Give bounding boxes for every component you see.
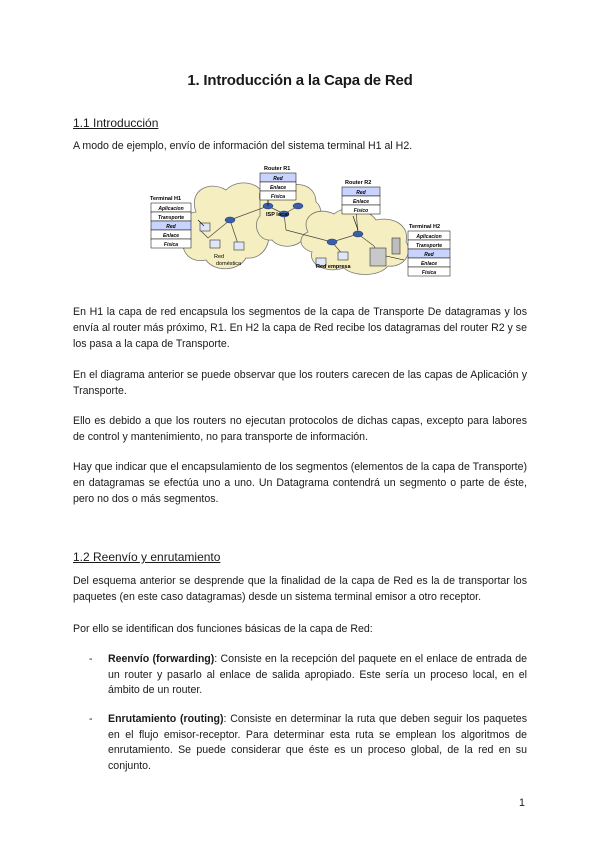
network-diagram (148, 160, 454, 282)
section-2-paragraph-1: Del esquema anterior se desprende que la finalidad de la capa de Red es la de transportar los paquetes (en este caso datagramas) desde un sistema terminal emisor a otro receptor. (73, 575, 527, 603)
router-r1-title: Router R1 (264, 166, 291, 172)
paragraph-4: Hay que indicar que el encapsulamiento de los segmentos (elementos de la capa de Transporte) en datagramas se efectúa uno a uno. Un Datagrama contendrá un segmento o parte de éste, pero no dos o más segmentos. (73, 461, 527, 505)
section-2-paragraph-2: Por ello se identifican dos funciones básicas de la capa de Red: (73, 623, 373, 635)
section-1-intro: A modo de ejemplo, envío de información del sistema terminal H1 al H2. (73, 140, 413, 152)
page-title: 1. Introducción a la Capa de Red (187, 72, 413, 89)
section-1-heading: 1.1 Introducción (73, 116, 159, 130)
terminal-h2-title: Terminal H2 (409, 224, 441, 230)
stack-layer-label: Fisica (163, 242, 179, 248)
home-network-label-text-2: doméstica (216, 261, 242, 267)
computer-icon (338, 252, 348, 260)
router-r2-title: Router R2 (345, 180, 372, 186)
stack-layer-label: Red (356, 190, 366, 196)
stack-layer-label: Enlace (269, 185, 287, 191)
terminal-h1-stack (150, 196, 191, 248)
section-2-heading: 1.2 Reenvío y enrutamiento (73, 550, 221, 564)
server-icon (392, 238, 400, 254)
router-icon (327, 239, 337, 245)
home-network-label-text: Red (214, 254, 225, 260)
bullet-routing (108, 712, 527, 774)
computer-icon (234, 242, 244, 250)
stack-layer-label: Fisico (353, 208, 369, 214)
router-icon (353, 231, 363, 237)
stack-layer-label: Transporte (157, 215, 185, 221)
enterprise-network-label: Red empresa (316, 264, 351, 270)
isp-label: ISP local (266, 212, 289, 218)
stack-layer-label: Red (424, 252, 434, 258)
bullet-dash: - (89, 653, 93, 665)
bullet-description: : Consiste en la recepción del paquete en el enlace de entrada de un router y pasarlo al enlace de salida apropiado. Este sería un proceso local, en el ámbito de un router. (108, 653, 527, 696)
bullet-description: : Consiste en determinar la ruta que deben seguir los paquetes en el flujo emisor-receptor. Para determinar esta ruta se emplean los algoritmos de enrutamiento. Se puede considerar que éste es un proceso global, de la red en su conjunto. (108, 713, 527, 772)
computer-icon (210, 240, 220, 248)
page-number: 1 (519, 797, 525, 809)
terminal-h2-stack (408, 224, 450, 276)
paragraph-1: En H1 la capa de red encapsula los segmentos de la capa de Transporte De datagramas y los envía al router más próximo, R1. En H2 la capa de Red recibe los datagramas del router R2 y se los pasa a la capa de Transporte. (73, 306, 527, 350)
bullet-dash: - (89, 713, 93, 725)
computer-icon (200, 223, 210, 231)
paragraph-3: Ello es debido a que los routers no ejecutan protocolos de dichas capas, excepto para labores de control y mantenimiento, no para transporte de información. (73, 415, 527, 443)
stack-layer-label: Enlace (420, 261, 438, 267)
stack-layer-label: Transporte (415, 243, 443, 249)
stack-layer-label: Fisica (270, 194, 286, 200)
router-r1-stack (260, 166, 296, 200)
router-icon (225, 217, 235, 223)
router-r2-stack (342, 180, 380, 214)
stack-layers (151, 203, 191, 248)
paragraph-2: En el diagrama anterior se puede observar que los routers carecen de las capas de Aplicación y Transporte. (73, 369, 527, 397)
stack-layer-label: Aplicacion (158, 206, 184, 212)
stack-layer-label: Red (166, 224, 176, 230)
stack-layer-label: Enlace (162, 233, 180, 239)
bullet-term: Reenvío (forwarding) (108, 653, 215, 665)
stack-layer-label: Fisica (421, 270, 437, 276)
bullet-forwarding (108, 652, 527, 699)
terminal-h1-title: Terminal H1 (150, 196, 182, 202)
bullet-term: Enrutamiento (routing) (108, 713, 224, 725)
server-icon (370, 248, 386, 266)
stack-layer-label: Red (273, 176, 283, 182)
router-icon (293, 203, 303, 209)
stack-layer-label: Enlace (352, 199, 370, 205)
stack-layer-label: Aplicacion (416, 234, 442, 240)
